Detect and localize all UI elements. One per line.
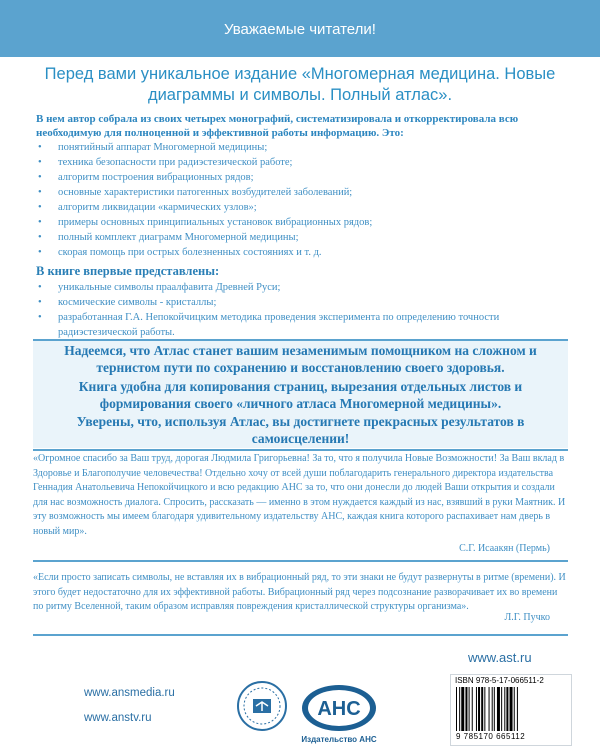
list-item: • уникальные символы праалфавита Древней Руси; [36, 280, 566, 295]
list-item: • примеры основных принципиальных установок вибрационных рядов; [36, 215, 566, 230]
publisher-name: Издательство АНС [301, 735, 377, 744]
list-item: • алгоритм ликвидации «кармических узлов»; [36, 200, 566, 215]
divider [33, 560, 568, 562]
footer-links [84, 681, 175, 731]
testimonial-author: С.Г. Исаакян (Пермь) [459, 543, 550, 554]
publisher-logo-letters: АНС [317, 698, 361, 720]
divider [33, 449, 568, 451]
website-link[interactable]: www.ast.ru [468, 650, 532, 665]
list-item: • алгоритм построения вибрационных рядов; [36, 170, 566, 185]
website-link[interactable]: www.anstv.ru [84, 712, 152, 724]
list-item: • скорая помощь при острых болезненных состояниях и т. д. [36, 245, 566, 260]
new-items-list [36, 280, 566, 340]
list-item: • понятийный аппарат Многомерной медицины; [36, 140, 566, 155]
list-item: • полный комплект диаграмм Многомерной медицины; [36, 230, 566, 245]
list-item: • основные характеристики патогенных возбудителей заболеваний; [36, 185, 566, 200]
highlight-text: Книга удобна для копирования страниц, вырезания отдельных листов и формирования своего «личного атласа Многомерной медицины». [78, 379, 523, 411]
intro-text: Перед вами уникальное издание «Многомерная медицина. Новые диаграммы и символы. Полный атлас». [44, 65, 556, 104]
publisher-logo-icon [300, 683, 378, 733]
section-heading: В книге впервые представлены: [36, 264, 220, 278]
divider [33, 339, 568, 341]
quote-author: Л.Г. Пучко [504, 612, 550, 623]
header-title: Уважаемые читатели! [224, 21, 376, 38]
barcode-icon [456, 687, 566, 731]
barcode-number: 9 785170 665112 [456, 732, 526, 741]
isbn-number: ISBN 978-5-17-066511-2 [455, 676, 544, 685]
list-item: • разработанная Г.А. Непокойчицким методика проведения эксперимента по определению точности радиэстезической работы. [36, 310, 566, 340]
contents-list [36, 140, 566, 260]
emblem-icon [236, 680, 288, 732]
testimonial-quote: «Огромное спасибо за Ваш труд, дорогая Людмила Григорьевна! За то, что я получила Новые Возможности! За Ваш вклад в Здоровье и Благополучие человечества! Отдельно хочу от всей души поблагодарить генерального директора издательства Геннадия Анатольевича Непокойчицкого и всю редакцию АНС за то, что они донесли до людей Ваши открытия и создали для нас возможность диалога. Спросить, рассказать — именно в этом нуждается каждый из нас, взявший в руки Маятник. И эту возможность мы имеем благодаря удивительному издательству АНС, каждая книга которого распахивает нам дверь в новый мир». [33, 453, 566, 537]
highlight-text: Надеемся, что Атлас станет вашим незаменимым помощником на сложном и тернистом пути по сохранению и восстановлению своего здоровья. [64, 343, 537, 375]
header-banner [0, 0, 600, 57]
list-item: • техника безопасности при радиэстезической работе; [36, 155, 566, 170]
author-quote: «Если просто записать символы, не вставляя их в вибрационный ряд, то эти знаки не будут развернуты в ритме (времени). И этого будет недостаточно для их эффективной работы. Вибрационный ряд через подсознание разворачивает их во времени по ритму Вселенной, таким образом исправляя повреждения кристаллической структуры организма». [33, 572, 566, 612]
list-item: • космические символы - кристаллы; [36, 295, 566, 310]
isbn-barcode [450, 674, 572, 746]
lead-text: В нем автор собрала из своих четырех монографий, систематизировала и откорректировала всю необходимую для полноценной и эффективной работы информацию. Это: [36, 113, 519, 139]
website-link[interactable]: www.ansmedia.ru [84, 687, 175, 699]
divider [33, 634, 568, 636]
highlight-text: Уверены, что, используя Атлас, вы достигнете прекрасных результатов в самоисцелении! [76, 414, 525, 446]
